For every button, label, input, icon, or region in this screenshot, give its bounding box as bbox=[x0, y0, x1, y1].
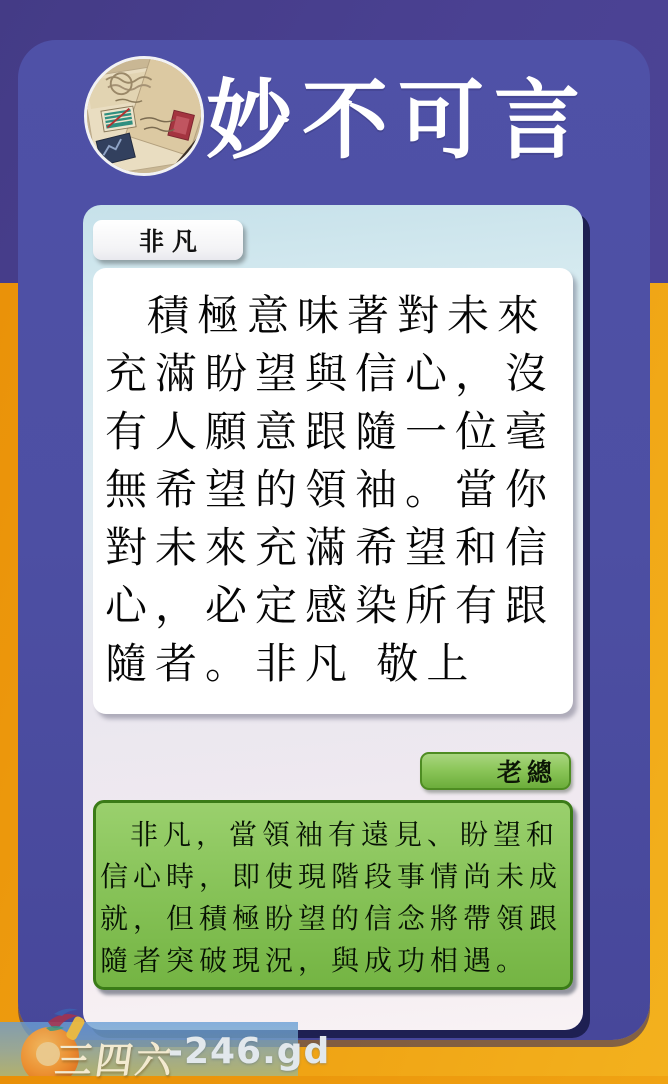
avatar[interactable] bbox=[84, 56, 204, 176]
sender-name-right: 老總 bbox=[496, 758, 557, 787]
sender-tab-left bbox=[93, 220, 243, 260]
sender-name-left: 非凡 bbox=[138, 227, 205, 256]
watermark-brand: 三四六 bbox=[52, 1038, 179, 1082]
watermark[interactable] bbox=[0, 1022, 331, 1082]
watermark-domain[interactable]: -246.gd bbox=[168, 1031, 331, 1072]
message-text-right: 非凡，當領袖有遠見、盼望和信心時，即使現階段事情尚未成就，但積極盼望的信念將帶領跟隨者突破現況，與成功相遇。 bbox=[100, 818, 563, 977]
sender-tab-right bbox=[420, 752, 571, 790]
page-title: 妙不可言 bbox=[206, 71, 590, 171]
message-bubble-green bbox=[93, 800, 573, 990]
vintage-letters-avatar-image bbox=[87, 59, 201, 173]
message-bubble-white bbox=[93, 268, 573, 714]
chat-panel bbox=[83, 205, 583, 1030]
main-card bbox=[18, 40, 650, 1040]
message-text-left: 積極意味著對未來充滿盼望與信心，沒有人願意跟隨一位毫無希望的領袖。當你對未來充滿希望和信心，必定感染所有跟隨者。非凡 敬上 bbox=[105, 291, 556, 688]
